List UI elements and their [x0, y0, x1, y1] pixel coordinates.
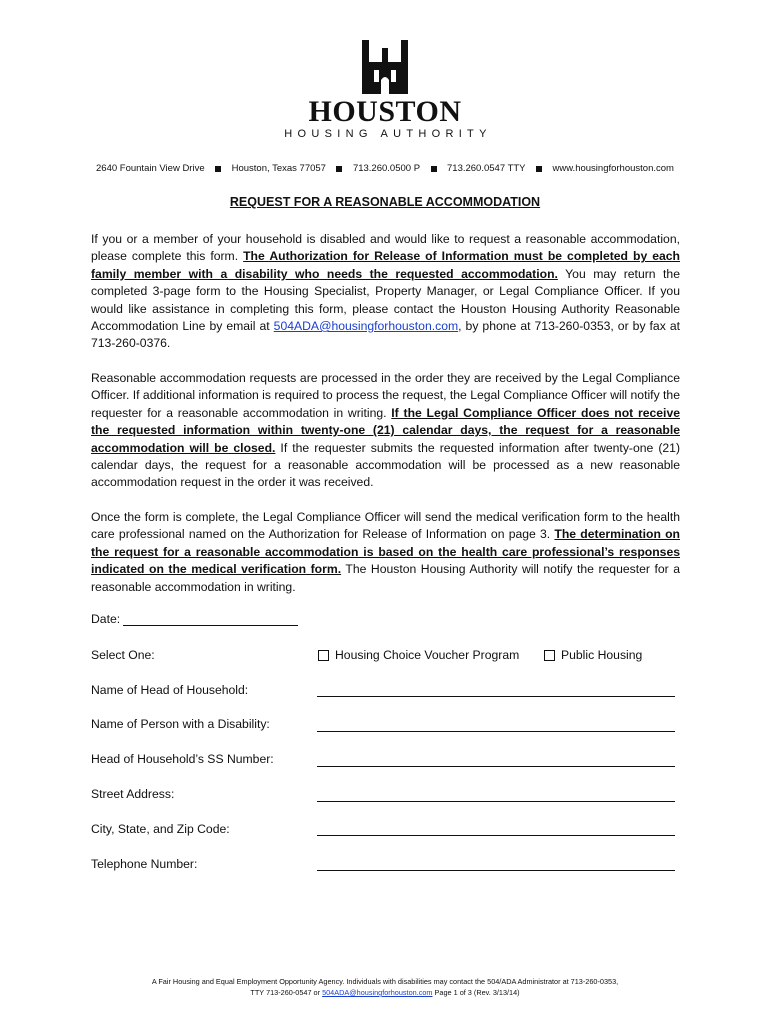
ss-number-label: Head of Household’s SS Number:	[91, 752, 274, 766]
checkbox-icon[interactable]	[544, 650, 555, 661]
footer-text: Page 1 of 3 (Rev. 3/13/14)	[432, 988, 520, 997]
date-row	[91, 612, 298, 626]
contact-tty: 713.260.0547 TTY	[447, 163, 526, 174]
paragraph-text: , by phone at 713-260-0353, or by fax at 713-260-0376.	[91, 319, 680, 351]
intro-paragraph	[91, 231, 680, 353]
select-one-label: Select One:	[91, 648, 155, 662]
paragraph-text: You may return the completed 3-page form to the Housing Specialist, Property Manager, or Legal Compliance Officer. If you would like assistance in completing this form, please contact the Houston Housing Authority Reasonable Accommodation Line by email at	[91, 266, 680, 334]
separator-square-icon	[336, 166, 342, 172]
paragraph-text: Reasonable accommodation requests are processed in the order they are received by the Legal Compliance Officer. If additional information is required to process the request, the Legal Compliance Officer will notify the requester for a reasonable accommodation in writing.	[91, 371, 680, 420]
street-address-field[interactable]	[317, 801, 675, 802]
processing-paragraph	[91, 370, 680, 492]
telephone-field[interactable]	[317, 870, 675, 871]
footer-text: TTY 713-260-0547 or	[250, 988, 323, 997]
logo-name: HOUSTON	[308, 95, 462, 128]
date-label: Date:	[91, 612, 121, 626]
paragraph-emphasis: If the Legal Compliance Officer does not receive the requested information within twenty-one (21) calendar days, the request for a reasonable accommodation will be closed.	[91, 405, 680, 455]
contact-address: 2640 Fountain View Drive	[96, 163, 205, 174]
footer-email-link[interactable]: 504ADA@housingforhouston.com	[322, 988, 433, 997]
contact-phone: 713.260.0500 P	[352, 163, 421, 174]
verification-paragraph	[91, 509, 680, 596]
disabled-person-field[interactable]	[317, 731, 675, 732]
footer-line-1: A Fair Housing and Equal Employment Opportunity Agency. Individuals with disabilities may contact the 504/ADA Administrator at 713-260-0353,	[151, 977, 619, 986]
option-housing-choice-voucher[interactable]	[318, 648, 519, 662]
checkbox-icon[interactable]	[318, 650, 329, 661]
street-address-label: Street Address:	[91, 787, 175, 801]
city-state-zip-label: City, State, and Zip Code:	[91, 822, 230, 836]
head-of-household-label: Name of Head of Household:	[91, 683, 249, 697]
paragraph-emphasis: The Authorization for Release of Information must be completed by each family member with a disability who needs the requested accommodation.	[91, 249, 681, 281]
logo	[0, 40, 770, 140]
house-logo-icon	[361, 40, 409, 94]
head-of-household-field[interactable]	[317, 696, 675, 697]
telephone-label: Telephone Number:	[91, 857, 198, 871]
paragraph-text: The Houston Housing Authority will notify the requester for a reasonable accommodation in writing.	[91, 562, 680, 594]
separator-square-icon	[536, 166, 542, 172]
city-state-zip-field[interactable]	[317, 835, 675, 836]
option-label: Public Housing	[561, 648, 643, 662]
date-field[interactable]	[123, 612, 298, 626]
page-footer	[0, 976, 770, 998]
logo-subtitle: HOUSING AUTHORITY	[284, 128, 492, 140]
disabled-person-label: Name of Person with a Disability:	[91, 717, 270, 731]
separator-square-icon	[215, 166, 221, 172]
footer-line-2	[0, 987, 770, 998]
paragraph-emphasis: The determination on the request for a reasonable accommodation is based on the health care professional’s responses indicated on the medical verification form.	[91, 527, 680, 577]
contact-bar	[96, 163, 674, 174]
contact-city: Houston, Texas 77057	[231, 163, 326, 174]
separator-square-icon	[431, 166, 437, 172]
paragraph-text: If you or a member of your household is disabled and would like to request a reasonable accommodation, please complete this form.	[91, 232, 680, 264]
paragraph-text: If the requester submits the requested information after twenty-one (21) calendar days, the request for a reasonable accommodation will be processed as a new reasonable accommodation request in the order it was received.	[91, 440, 681, 490]
email-link[interactable]: 504ADA@housingforhouston.com	[273, 319, 459, 334]
contact-website[interactable]: www.housingforhouston.com	[552, 163, 674, 174]
option-public-housing[interactable]	[544, 648, 642, 662]
page-title: REQUEST FOR A REASONABLE ACCOMMODATION	[229, 195, 541, 209]
paragraph-text: Once the form is complete, the Legal Compliance Officer will send the medical verification form to the health care professional named on the Authorization for Release of Information on page 3.	[91, 510, 680, 542]
ss-number-field[interactable]	[317, 766, 675, 767]
option-label: Housing Choice Voucher Program	[335, 648, 520, 662]
